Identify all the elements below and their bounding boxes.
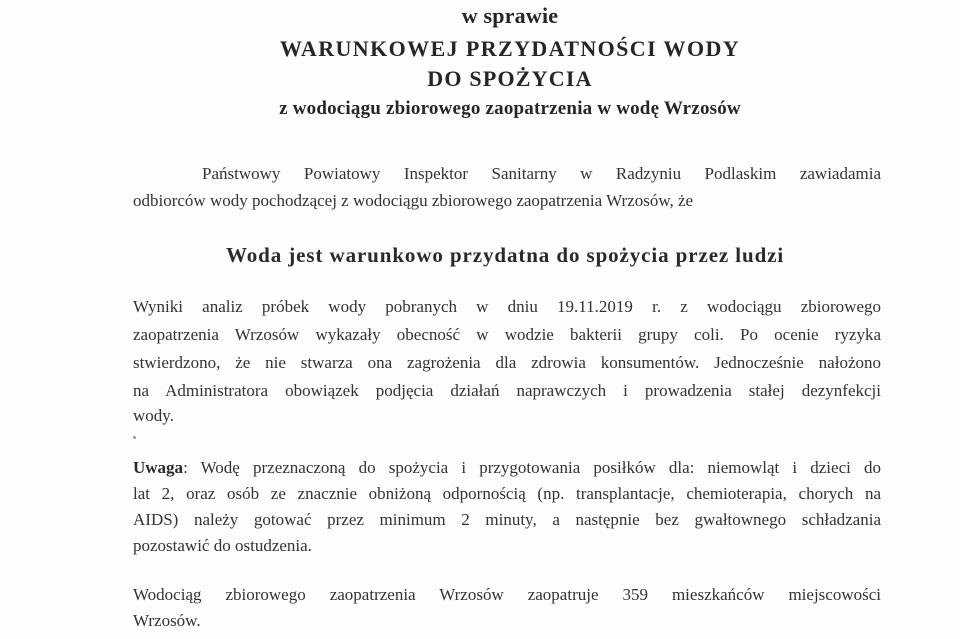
results-line-2: zaopatrzenia Wrzosów wykazały obecność w wodzie bakterii grupy coli. Po ocenie ryzyka xyxy=(133,325,881,344)
warning-line-2: lat 2, oraz osób ze znacznie obniżoną odpornością (np. transplantacje, chemioterapia, chorych na xyxy=(133,484,881,503)
intro-line-2: odbiorców wody pochodzącej z wodociągu zbiorowego zaopatrzenia Wrzosów, że xyxy=(133,191,694,210)
heading-in-matter: w sprawie xyxy=(461,3,559,28)
intro-line-1: Państwowy Powiatowy Inspektor Sanitarny w Radzyniu Podlaskim zawiadamia xyxy=(202,164,881,183)
results-line-4: na Administratora obowiązek podjęcia działań naprawczych i prowadzenia stałej dezynfekcji xyxy=(133,381,881,400)
results-line-1: Wyniki analiz próbek wody pobranych w dniu 19.11.2019 r. z wodociągu zbiorowego xyxy=(133,297,881,316)
heading-subtitle: z wodociągu zbiorowego zaopatrzenia w wodę Wrzosów xyxy=(279,98,741,119)
heading-title-line-2: DO SPOŻYCIA xyxy=(427,66,593,91)
scan-speck xyxy=(133,436,136,439)
warning-line-3: AIDS) należy gotować przez minimum 2 minuty, a następnie bez gwałtownego schładzania xyxy=(133,510,881,529)
supply-line-2: Wrzosów. xyxy=(133,611,201,630)
results-line-5: wody. xyxy=(133,406,174,425)
verdict-statement: Woda jest warunkowo przydatna do spożycia przez ludzi xyxy=(226,243,785,267)
warning-text: : Wodę przeznaczoną do spożycia i przygotowania posiłków dla: niemowląt i dzieci do xyxy=(183,458,881,477)
warning-label: Uwaga xyxy=(133,458,184,477)
results-line-3: stwierdzono, że nie stwarza ona zagrożenia dla zdrowia konsumentów. Jednocześnie nałożono xyxy=(133,353,881,372)
supply-line-1: Wodociąg zbiorowego zaopatrzenia Wrzosów zaopatruje 359 mieszkańców miejscowości xyxy=(133,585,881,604)
warning-line-1 xyxy=(133,458,881,478)
heading-title-line-1: WARUNKOWEJ PRZYDATNOŚCI WODY xyxy=(279,36,741,61)
warning-line-4: pozostawić do ostudzenia. xyxy=(133,536,312,555)
